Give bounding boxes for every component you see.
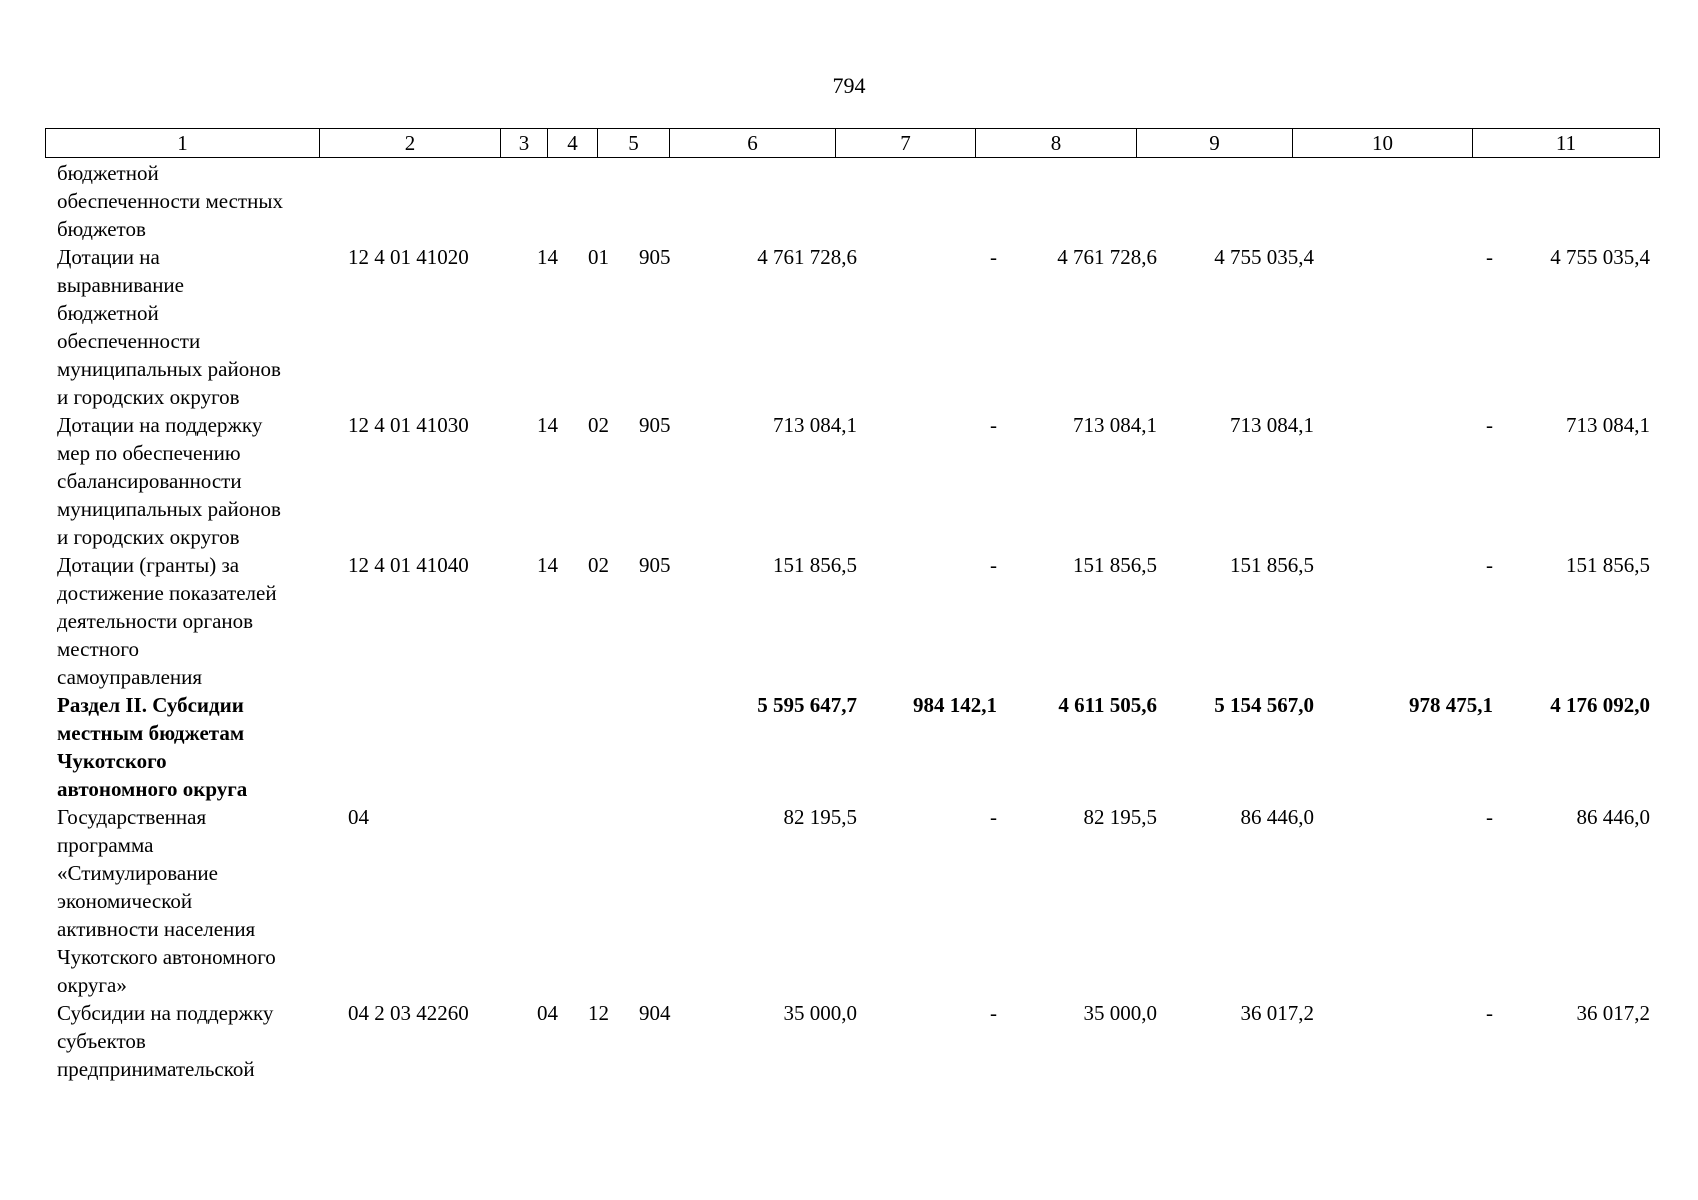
name-line: сбалансированности [57, 469, 242, 493]
row-code: 04 2 03 42260 [348, 1001, 469, 1025]
row-value-11: 86 446,0 [1576, 805, 1650, 829]
row-code: 12 4 01 41030 [348, 413, 469, 437]
row-value-9: 4 755 035,4 [1214, 245, 1314, 269]
name-line: муниципальных районов [57, 497, 281, 521]
name-line: бюджетной [57, 161, 159, 185]
name-line: Государственная [57, 805, 207, 829]
name-line: самоуправления [57, 665, 203, 689]
name-line: «Стимулирование [57, 861, 218, 885]
name-line: и городских округов [57, 385, 240, 409]
header-col-6: 6 [670, 129, 836, 157]
name-line: автономного округа [57, 777, 248, 801]
row-name [57, 243, 329, 411]
name-line: деятельности органов [57, 609, 254, 633]
row-value-6: 4 761 728,6 [757, 245, 857, 269]
row-name [57, 691, 329, 803]
row-value-6: 713 084,1 [773, 413, 857, 437]
row-value-11: 4 755 035,4 [1550, 245, 1650, 269]
name-line: экономической [57, 889, 193, 913]
name-line: Дотации (гранты) за [57, 553, 240, 577]
row-value-9: 36 017,2 [1240, 1001, 1314, 1025]
row-value-8: 151 856,5 [1073, 553, 1157, 577]
name-line: Чукотского [57, 749, 167, 773]
header-col-10: 10 [1293, 129, 1473, 157]
row-value-10: - [1486, 553, 1493, 577]
row-value-7: 984 142,1 [913, 693, 997, 717]
row-section: 14 [537, 413, 558, 437]
row-value-7: - [990, 805, 997, 829]
name-line: Дотации на [57, 245, 160, 269]
row-value-9: 151 856,5 [1230, 553, 1314, 577]
name-line: обеспеченности [57, 329, 201, 353]
row-value-10: 978 475,1 [1409, 693, 1493, 717]
name-line: активности населения [57, 917, 256, 941]
name-line: бюджетов [57, 217, 146, 241]
row-subsection: 02 [588, 413, 609, 437]
name-line: субъектов [57, 1029, 146, 1053]
row-dept: 905 [639, 413, 671, 437]
page-number: 794 [832, 73, 866, 98]
row-value-10: - [1486, 413, 1493, 437]
name-line: обеспеченности местных [57, 189, 283, 213]
row-value-8: 82 195,5 [1083, 805, 1157, 829]
row-code: 12 4 01 41040 [348, 553, 469, 577]
row-value-6: 151 856,5 [773, 553, 857, 577]
name-line: и городских округов [57, 525, 240, 549]
name-line: Чукотского автономного [57, 945, 276, 969]
row-name [57, 159, 329, 243]
row-code: 04 [348, 805, 369, 829]
row-value-10: - [1486, 245, 1493, 269]
row-value-11: 151 856,5 [1566, 553, 1650, 577]
row-value-11: 713 084,1 [1566, 413, 1650, 437]
row-subsection: 01 [588, 245, 609, 269]
name-line: Субсидии на поддержку [57, 1001, 274, 1025]
name-line: округа» [57, 973, 127, 997]
row-value-8: 35 000,0 [1083, 1001, 1157, 1025]
name-line: муниципальных районов [57, 357, 281, 381]
row-value-7: - [990, 1001, 997, 1025]
row-section: 14 [537, 245, 558, 269]
row-value-6: 5 595 647,7 [757, 693, 857, 717]
row-value-9: 5 154 567,0 [1214, 693, 1314, 717]
row-value-11: 4 176 092,0 [1550, 693, 1650, 717]
header-col-3: 3 [501, 129, 548, 157]
header-col-1: 1 [46, 129, 320, 157]
header-col-9: 9 [1137, 129, 1293, 157]
name-line: выравнивание [57, 273, 184, 297]
name-line: бюджетной [57, 301, 159, 325]
row-value-9: 86 446,0 [1240, 805, 1314, 829]
name-line: мер по обеспечению [57, 441, 241, 465]
row-name [57, 803, 329, 999]
row-value-8: 4 761 728,6 [1057, 245, 1157, 269]
row-value-7: - [990, 245, 997, 269]
row-value-7: - [990, 553, 997, 577]
name-line: местного [57, 637, 139, 661]
row-name [57, 999, 329, 1083]
row-section: 14 [537, 553, 558, 577]
name-line: Дотации на поддержку [57, 413, 263, 437]
row-value-10: - [1486, 1001, 1493, 1025]
row-section: 04 [537, 1001, 558, 1025]
header-col-11: 11 [1555, 131, 1577, 155]
row-value-10: - [1486, 805, 1493, 829]
table-header [45, 128, 1660, 158]
row-dept: 905 [639, 245, 671, 269]
row-value-7: - [990, 413, 997, 437]
row-value-8: 4 611 505,6 [1058, 693, 1157, 717]
row-value-9: 713 084,1 [1230, 413, 1314, 437]
row-name [57, 551, 329, 691]
header-col-8: 8 [976, 129, 1137, 157]
row-value-11: 36 017,2 [1576, 1001, 1650, 1025]
name-line: местным бюджетам [57, 721, 245, 745]
name-line: предпринимательской [57, 1057, 255, 1081]
row-dept: 905 [639, 553, 671, 577]
row-value-6: 35 000,0 [783, 1001, 857, 1025]
row-name [57, 411, 329, 551]
header-col-5: 5 [598, 129, 670, 157]
name-line: достижение показателей [57, 581, 277, 605]
header-col-7: 7 [836, 129, 976, 157]
row-subsection: 12 [588, 1001, 609, 1025]
row-dept: 904 [639, 1001, 671, 1025]
row-code: 12 4 01 41020 [348, 245, 469, 269]
header-col-4: 4 [548, 129, 598, 157]
name-line: программа [57, 833, 154, 857]
row-value-8: 713 084,1 [1073, 413, 1157, 437]
header-col-2: 2 [320, 129, 501, 157]
row-value-6: 82 195,5 [783, 805, 857, 829]
row-subsection: 02 [588, 553, 609, 577]
name-line: Раздел II. Субсидии [57, 693, 244, 717]
